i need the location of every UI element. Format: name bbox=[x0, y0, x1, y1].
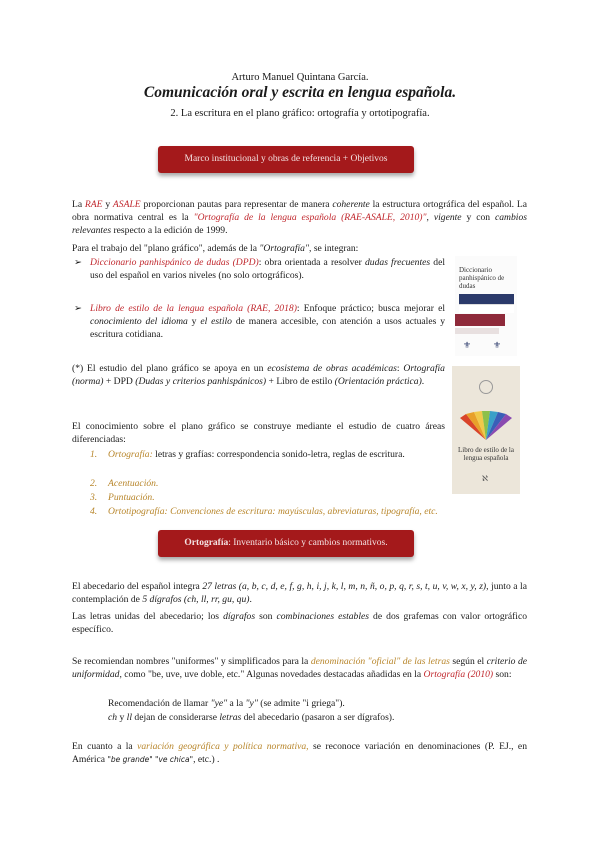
variacion-paragraph: En cuanto a la variación geográfica y política normativa, se reconoce variación en denominaciones (P. EJ., en América "be grande" "ve chica", etc.) . bbox=[72, 741, 527, 766]
nombres-paragraph: Se recomiendan nombres "uniformes" y simplificados para la denominación "oficial" de las letras según el criterio de uniformidad, como "be, uve, uve doble, etc." Algunas novedades destacadas añadidas en la Ortografía (2010) son: bbox=[72, 656, 528, 681]
ecosistema-paragraph: (*) El estudio del plano gráfico se apoya en un ecosistema de obras académicas: Ortografía (norma) + DPD (Dudas y criterios panhispánicos) + Libro de estilo (Orientación práctica). bbox=[72, 363, 445, 388]
rae-logo-icon: ⚜ bbox=[463, 340, 472, 350]
rae-crest-icon bbox=[479, 380, 493, 394]
arrow-bullet-icon: ➢ bbox=[74, 303, 83, 314]
page-title: Comunicación oral y escrita en lengua española. bbox=[143, 84, 457, 101]
rae-link: RAE bbox=[84, 199, 103, 210]
asale-logo-icon: ⚜ bbox=[493, 340, 502, 350]
section-banner-marco: Marco institucional y obras de referencia + Objetivos bbox=[158, 146, 414, 173]
author-name: Arturo Manuel Quintana García. bbox=[231, 72, 369, 83]
area-item-3: 3. Puntuación. bbox=[90, 492, 155, 503]
novedad-ye: Recomendación de llamar "ye" a la "y" (se admite "i griega"). bbox=[108, 698, 345, 709]
abecedario-paragraph: El abecedario del español integra 27 letras (a, b, c, d, e, f, g, h, i, j, k, l, m, n, ñ, o, p, q, r, s, t, u, v, w, x, y, z), junto a la contemplación de 5 dígrafos (ch, ll, rr, gu, qu). bbox=[72, 581, 527, 606]
dpd-book-cover bbox=[455, 256, 517, 356]
arrow-bullet-icon: ➢ bbox=[74, 257, 83, 268]
section-banner-ortografia: Ortografía: Inventario básico y cambios normativos. bbox=[158, 530, 414, 557]
handwritten-example: "be grande" "ve chica" bbox=[107, 755, 194, 765]
unidas-paragraph: Las letras unidas del abecedario; los dígrafos son combinaciones estables de dos grafemas con valor ortográfico específico. bbox=[72, 611, 528, 636]
libro-cover-title: Libro de estilo de la lengua española bbox=[458, 446, 514, 462]
novedad-ch-ll: ch y ll dejan de considerarse letras del abecedario (pasaron a ser dígrafos). bbox=[108, 712, 395, 723]
plano-paragraph: Para el trabajo del "plano gráfico", además de la "Ortografía", se integran: bbox=[72, 243, 359, 254]
libro-estilo-book-cover bbox=[452, 366, 520, 494]
publisher-logo-icon: ℵ bbox=[482, 474, 488, 483]
page-subtitle: 2. La escritura en el plano gráfico: ortografía y ortotipografía. bbox=[170, 108, 430, 119]
bullet-dpd: ➢ Diccionario panhispánico de dudas (DPD): obra orientada a resolver dudas frecuentes del uso del español en varios niveles (no solo ortográficos). bbox=[74, 257, 446, 282]
area-item-4: 4. Ortotipografía: Convenciones de escritura: mayúsculas, abreviaturas, tipografía, etc. bbox=[90, 506, 438, 517]
asale-link: ASALE bbox=[112, 199, 141, 210]
area-item-1: 1. Ortografía: letras y grafías: correspondencia sonido-letra, reglas de escritura. bbox=[90, 449, 405, 460]
bullet-libro-estilo: ➢ Libro de estilo de la lengua española (RAE, 2018): Enfoque práctico; busca mejorar el conocimiento del idioma y el estilo de manera accesible, con atención a usos actuales y escritura cotidiana. bbox=[74, 303, 446, 341]
intro-paragraph: La RAE y ASALE proporcionan pautas para representar de manera coherente la estructura ortográfica del español. La obra normativa central es la "Ortografía de la lengua española (RAE-ASALE, 2010)", vigente y con cambios relevantes respecto a la edición de 1999. bbox=[72, 199, 527, 237]
area-item-2: 2. Acentuación. bbox=[90, 478, 159, 489]
dpd-cover-title: Diccionario panhispánico de dudas bbox=[459, 266, 505, 290]
open-book-fan-icon bbox=[456, 410, 516, 442]
areas-intro: El conocimiento sobre el plano gráfico se construye mediante el estudio de cuatro áreas diferenciadas: bbox=[72, 421, 445, 446]
